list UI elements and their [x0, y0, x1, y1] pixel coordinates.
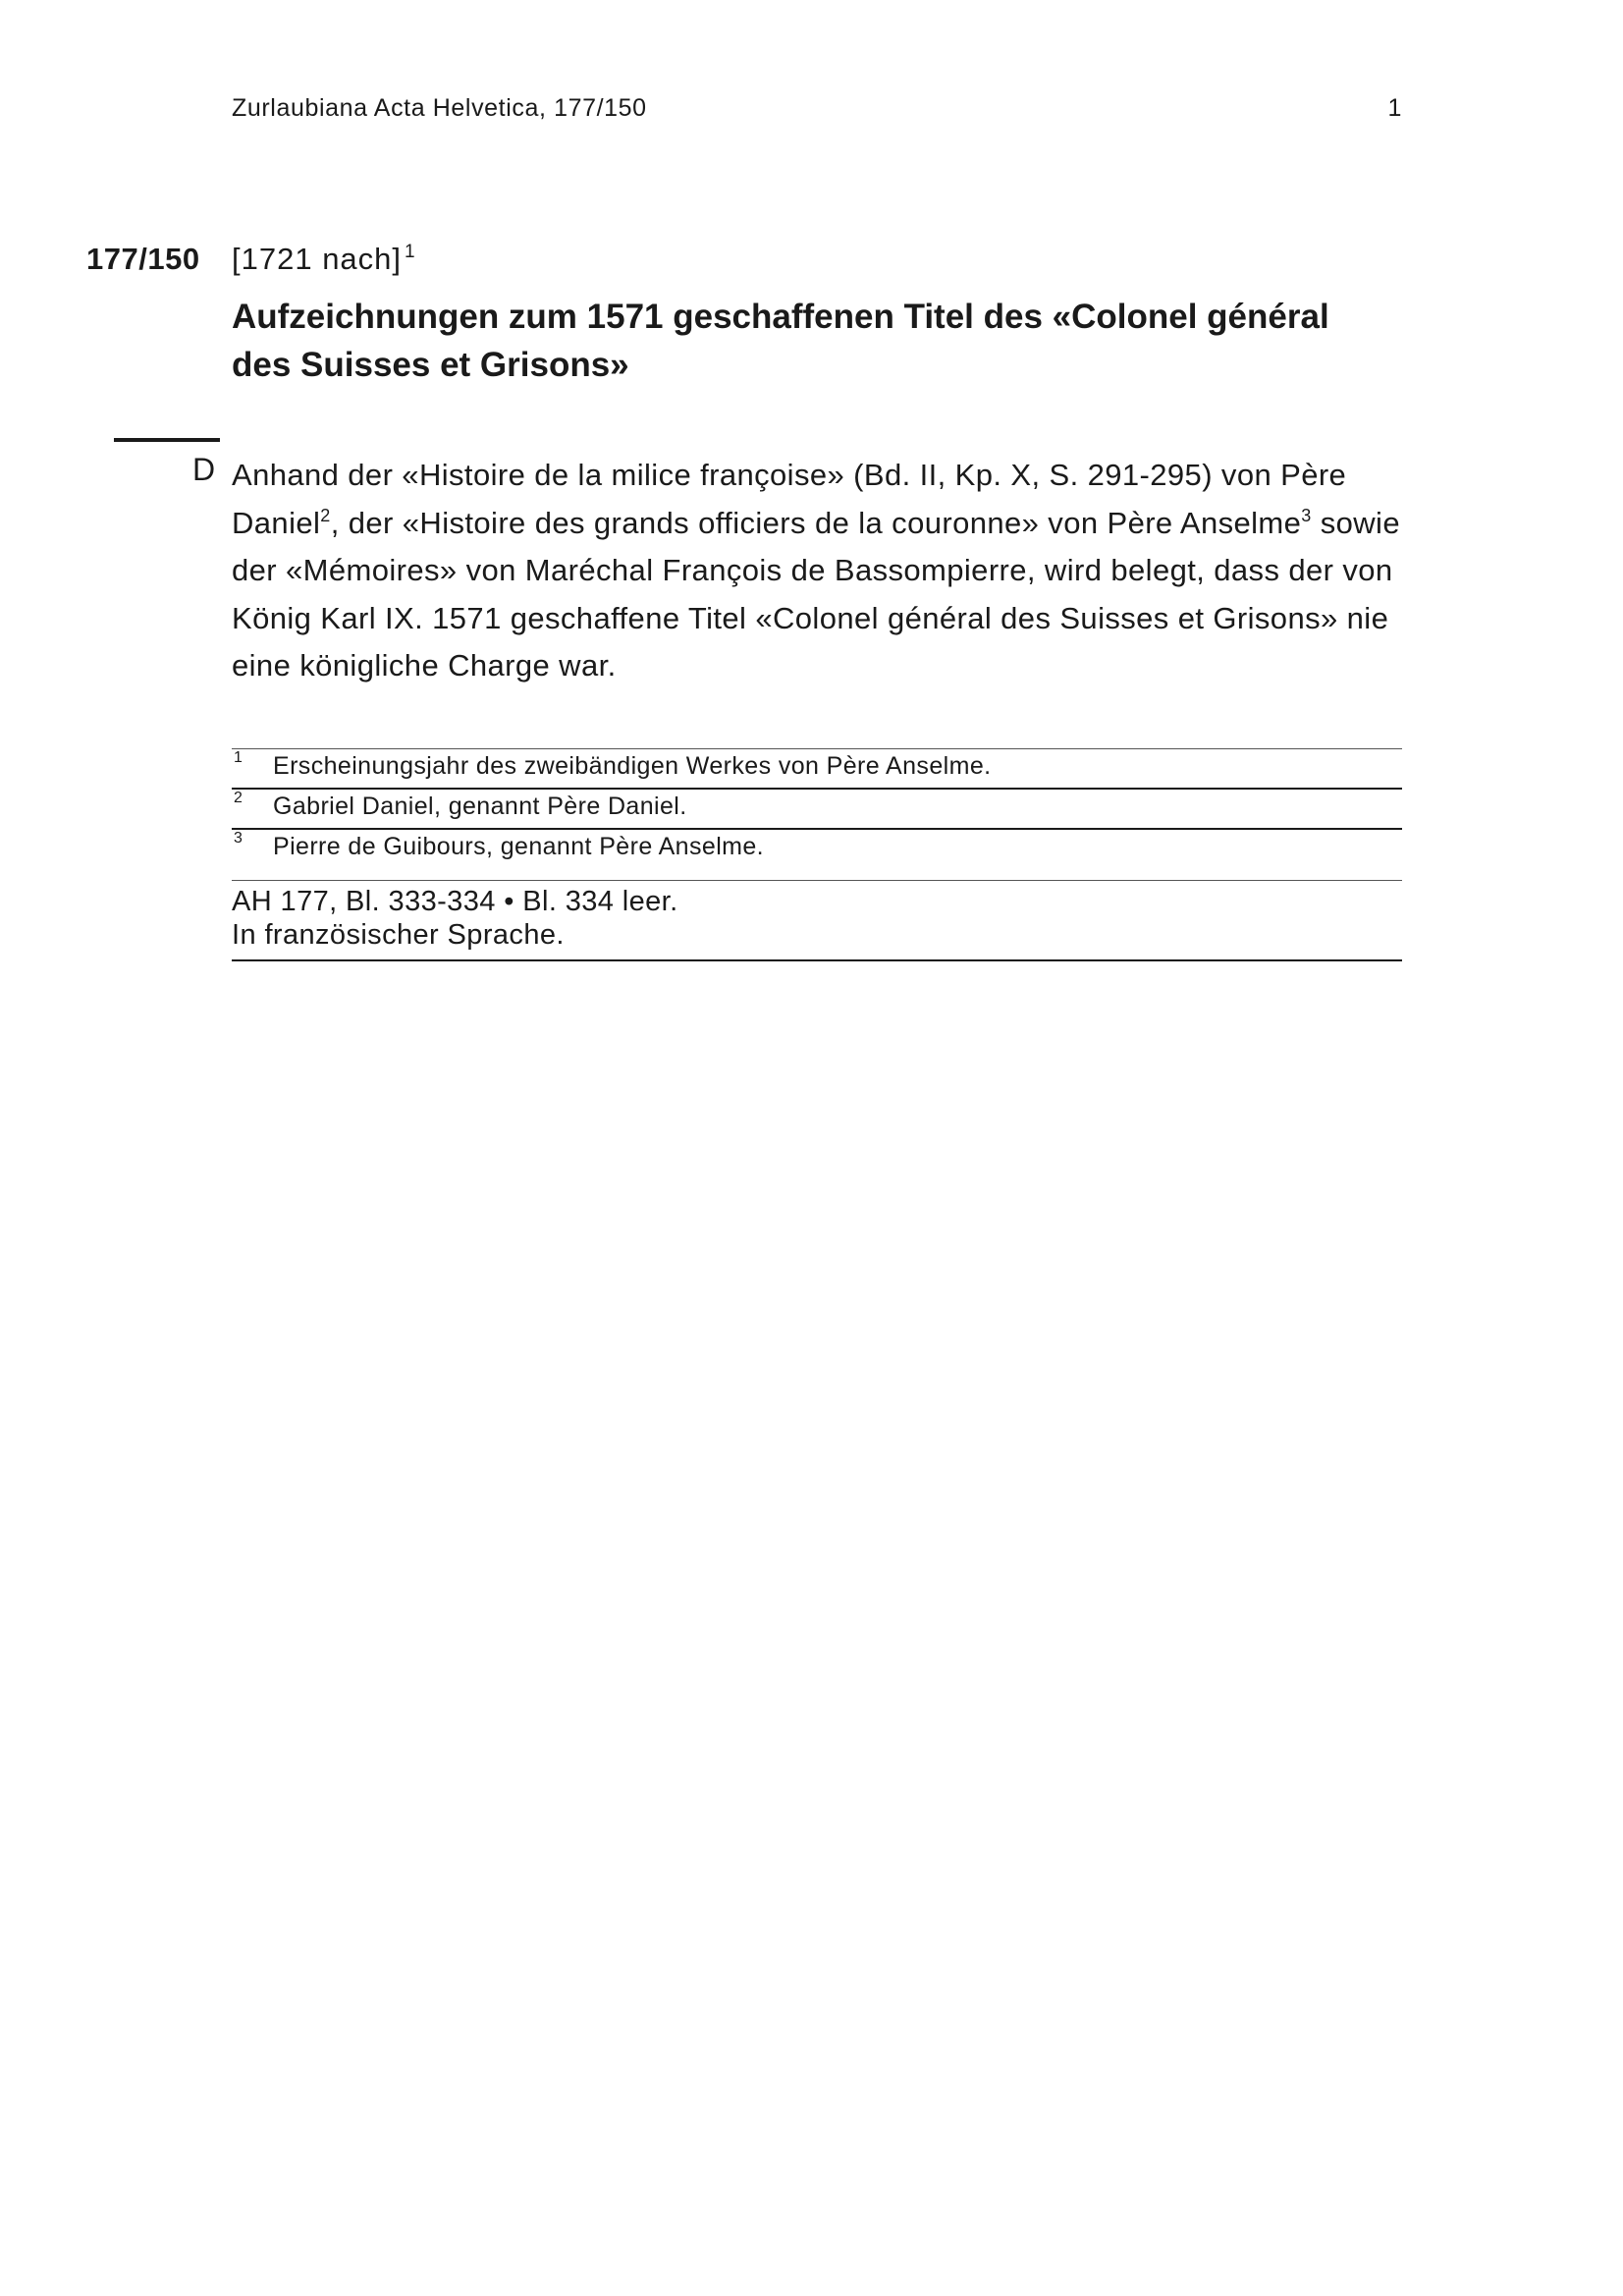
source-reference: AH 177, Bl. 333-334 • Bl. 334 leer. [232, 886, 678, 917]
summary-paragraph [232, 452, 1400, 690]
document-title: Aufzeichnungen zum 1571 geschaffenen Titel des «Colonel général des Suisses et Grisons» [232, 298, 1329, 384]
footnote-text: Pierre de Guibours, genannt Père Anselme. [273, 833, 765, 860]
footnote [232, 748, 1402, 788]
footnotes [232, 748, 1402, 868]
document-date-text: [1721 nach] [232, 242, 403, 276]
source-language: In französischer Sprache. [232, 919, 565, 951]
section-divider [114, 438, 220, 442]
section-marker: D [192, 452, 216, 487]
footnote [232, 788, 1402, 828]
summary-text-part2: , der «Histoire des grands officiers de la couronne» von Père Anselme [330, 505, 1302, 540]
footnote-ref-1: 1 [405, 242, 416, 262]
summary-text-part1: Anhand der «Histoire de la milice françoise» (Bd. II, Kp. X, S. 291-295) von Père Daniel [232, 458, 1347, 540]
document-date [232, 242, 416, 277]
footnote [232, 828, 1402, 868]
summary-text-part3: sowie der «Mémoires» von Maréchal François de Bassompierre, wird belegt, dass der von König Karl IX. 1571 geschaffene Titel «Colonel général des Suisses et Grisons» nie eine königliche Charge war. [232, 505, 1400, 683]
footnote-text: Gabriel Daniel, genannt Père Daniel. [273, 793, 687, 820]
running-head [232, 94, 1402, 128]
source-note [232, 880, 1402, 961]
footnote-ref-2: 2 [320, 505, 331, 525]
page-number: 1 [1387, 94, 1402, 122]
footnote-number: 1 [234, 749, 243, 766]
document-number: 177/150 [86, 242, 200, 276]
footnote-text: Erscheinungsjahr des zweibändigen Werkes von Père Anselme. [273, 752, 992, 780]
footnote-ref-3: 3 [1301, 505, 1312, 525]
running-head-title: Zurlaubiana Acta Helvetica, 177/150 [232, 94, 647, 122]
footnote-number: 2 [234, 790, 243, 806]
footnote-number: 3 [234, 830, 243, 847]
